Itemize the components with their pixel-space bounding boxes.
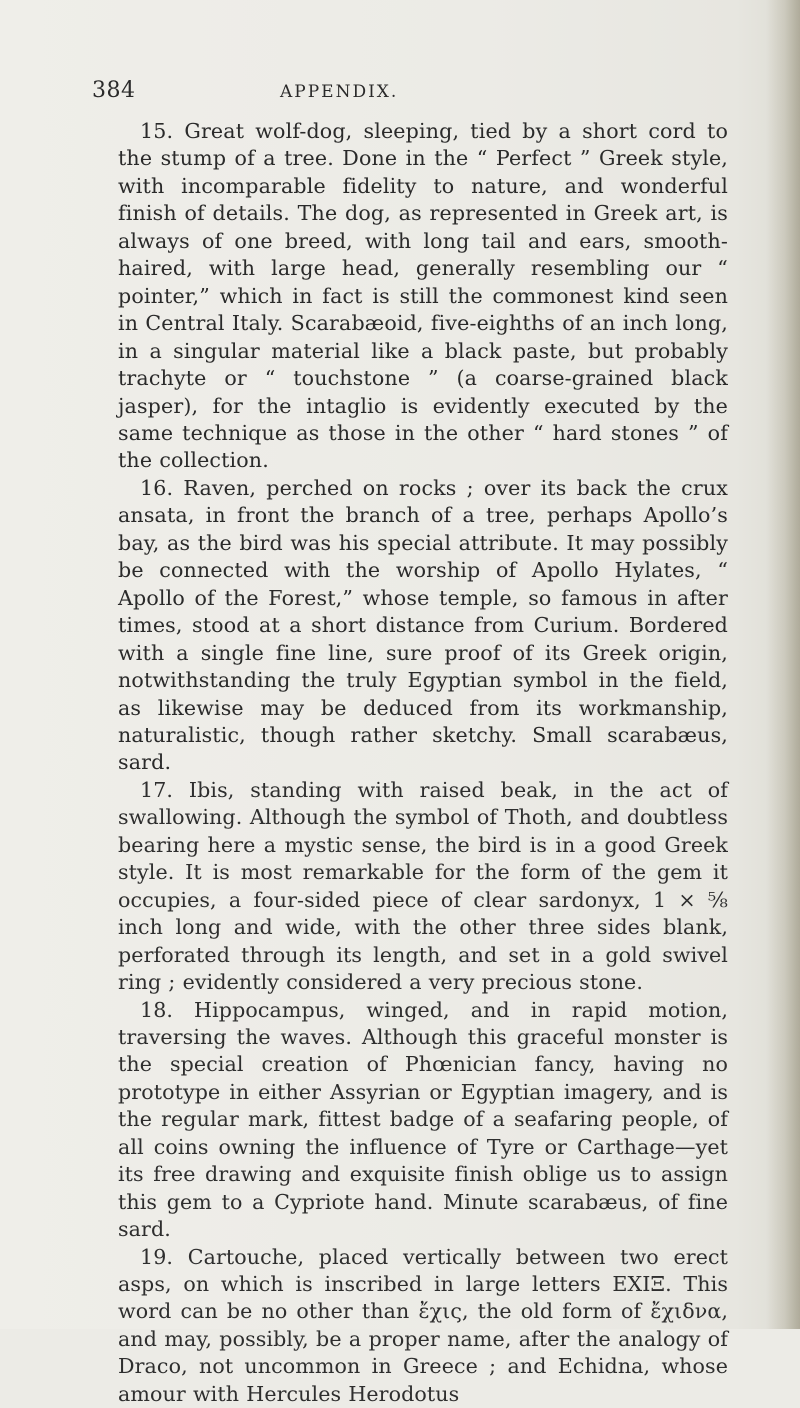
page-number: 384	[92, 78, 136, 103]
entry-18-paragraph: 18. Hippocampus, winged, and in rapid motion, traversing the waves. Although this graceful monster is the special creation of Phœnician fancy, having no prototype in either Assyrian or Egyptian imagery, and is the regular mark, fittest badge of a seafaring people, of all coins owning the influence of Tyre or Carthage—yet its free drawing and exquisite finish oblige us to assign this gem to a Cypriote hand. Minute scarabæus, of fine sard.	[118, 997, 728, 1242]
entry-17-paragraph: 17. Ibis, standing with raised beak, in the act of swallowing. Although the symbol of Thoth, and doubtless bearing here a mystic sense, the bird is in a good Greek style. It is most remarkable for the form of the gem it occupies, a four-sided piece of clear sardonyx, 1 × ⅝ inch long and wide, with the other three sides blank, perforated through its length, and set in a gold swivel ring ; evidently considered a very precious stone.	[118, 777, 728, 995]
running-head: APPENDIX.	[280, 82, 399, 102]
page-edge-shadow	[766, 0, 800, 1329]
body-text	[118, 118, 728, 1408]
page-header	[92, 78, 712, 108]
entry-15-paragraph: 15. Great wolf-dog, sleeping, tied by a short cord to the stump of a tree. Done in the “ Perfect ” Greek style, with incomparable fidelity to nature, and wonderful finish of details. The dog, as represented in Greek art, is always of one breed, with long tail and ears, smooth-haired, with large head, generally resembling our “ pointer,” which in fact is still the commonest kind seen in Central Italy. Scarabæoid, five-eighths of an inch long, in a singular material like a black paste, but probably trachyte or “ touchstone ” (a coarse-grained black jasper), for the intaglio is evidently executed by the same technique as those in the other “ hard stones ” of the collection.	[118, 119, 728, 473]
entry-19-paragraph: 19. Cartouche, placed vertically between two erect asps, on which is inscribed in large letters ΕΧΙΞ. This word can be no other than ἔχις, the old form of ἔχιδνα, and may, possibly, be a proper name, after the analogy of Draco, not uncommon in Greece ; and Echidna, whose amour with Hercules Herodotus	[118, 1244, 728, 1406]
entry-16-paragraph: 16. Raven, perched on rocks ; over its back the crux ansata, in front the branch of a tree, perhaps Apollo’s bay, as the bird was his special attribute. It may possibly be connected with the worship of Apollo Hylates, “ Apollo of the Forest,” whose temple, so famous in after times, stood at a short distance from Curium. Bordered with a single fine line, sure proof of its Greek origin, notwithstanding the truly Egyptian symbol in the field, as likewise may be deduced from its workmanship, naturalistic, though rather sketchy. Small scarabæus, sard.	[118, 475, 728, 775]
